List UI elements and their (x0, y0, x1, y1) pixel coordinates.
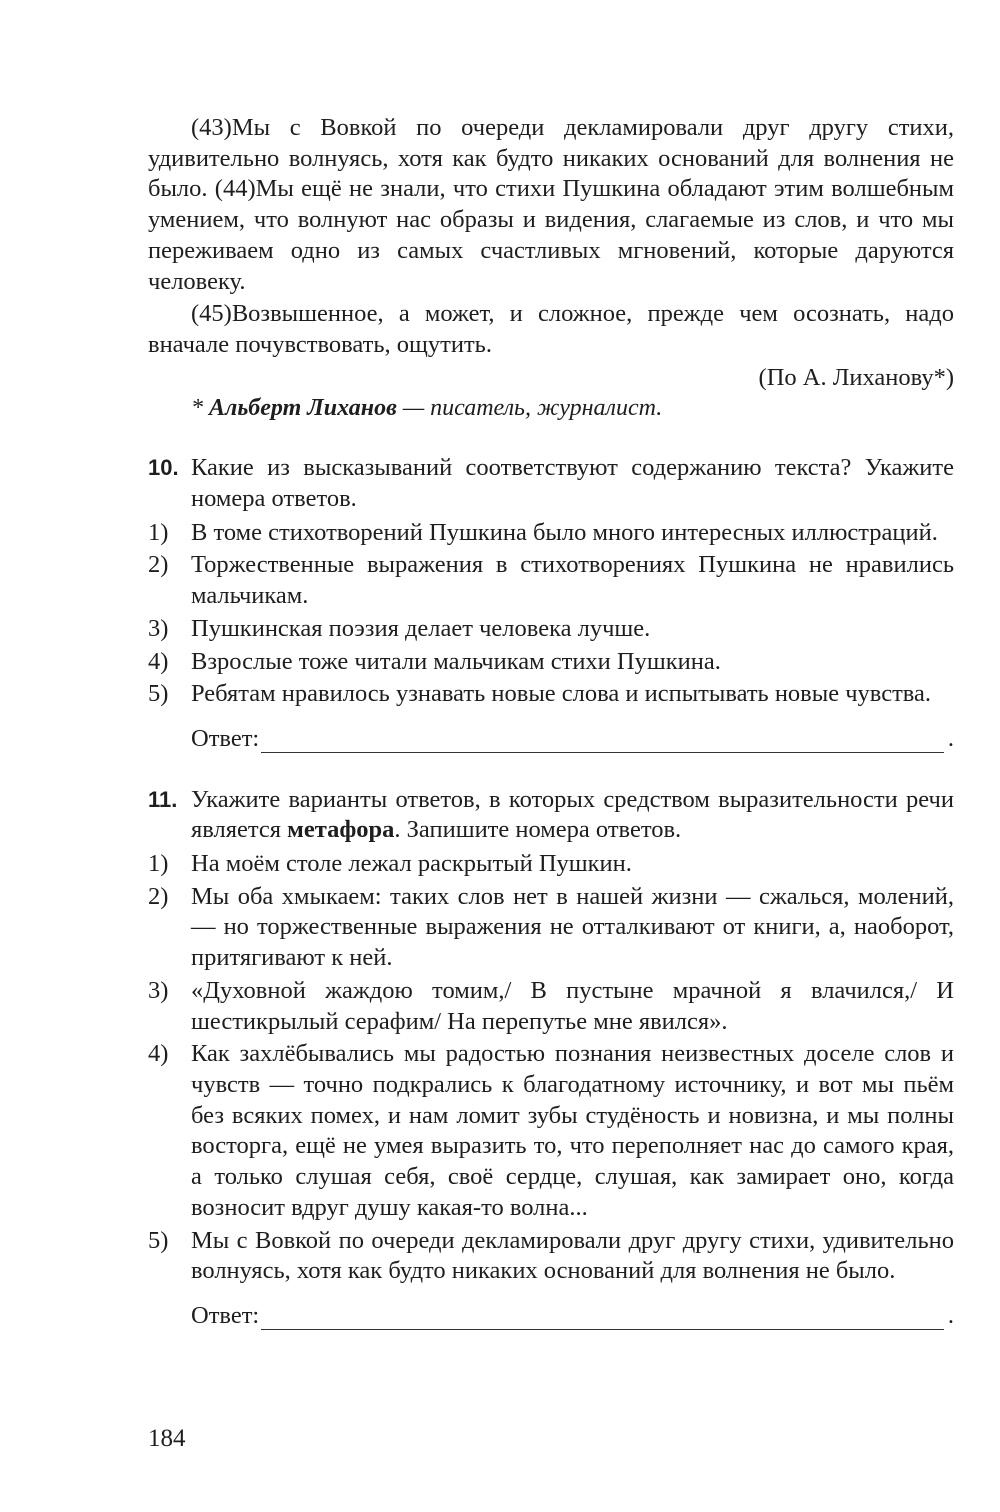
option-text: Как захлёбывались мы радостью познания неизвестных доселе слов и чувств — точно подкрались к благодатному источнику, и вот мы пьём без всяких помех, и нам ломит зубы студёность и новизна, и мы полны восторга, ещё не умея выразить то, что переполняет нас до самого края, а только слушая себя, своё сердце, слушая, как замирает оно, когда возносит вдруг душу какая-то волна... (191, 1040, 954, 1221)
option-item (148, 1226, 954, 1287)
task-11 (148, 785, 954, 1332)
footnote (191, 393, 954, 423)
text-paragraph-43-44: (43)Мы с Вовкой по очереди декламировали друг другу стихи, удивительно волнуясь, хотя как будто никаких оснований для волнения не было. (44)Мы ещё не знали, что стихи Пушкина обладают этим волшебным умением, что волнуют нас образы и видения, слагаемые из слов, и что мы переживаем одно из самых счастливых мгновений, которые даруются человеку. (148, 114, 954, 295)
option-text: Мы с Вовкой по очереди декламировали друг другу стихи, удивительно волнуясь, хотя как будто никаких оснований для волнения не было. (191, 1226, 954, 1285)
option-text: Ребятам нравилось узнавать новые слова и испытывать новые чувства. (191, 680, 932, 708)
answer-label: Ответ: (191, 724, 260, 752)
task-number: 11. (148, 786, 178, 812)
option-item (148, 1039, 954, 1223)
option-number: 2) (148, 882, 169, 910)
footnote-description: — писатель, журналист. (396, 395, 663, 422)
page-number: 184 (148, 1425, 186, 1452)
option-number: 1) (148, 518, 169, 546)
option-list (148, 849, 954, 1287)
option-number: 5) (148, 1226, 169, 1254)
option-item (148, 679, 954, 710)
option-item (148, 614, 954, 645)
footnote-star: * (191, 395, 209, 422)
answer-line[interactable] (261, 1307, 944, 1330)
option-number: 5) (148, 680, 169, 708)
option-item (148, 849, 954, 880)
answer-period: . (947, 1301, 954, 1329)
option-item (148, 518, 954, 549)
option-text: Взрослые тоже читали мальчикам стихи Пушкина. (191, 647, 721, 675)
text-paragraph-45: (45)Возвышенное, а может, и сложное, прежде чем осознать, надо вначале почувствовать, ощутить. (148, 300, 954, 358)
answer-period: . (947, 724, 954, 752)
task-10-header (148, 453, 954, 514)
option-number: 4) (148, 1040, 169, 1068)
footnote-author: Альберт Лиханов (209, 395, 397, 422)
attribution: (По А. Лиханову*) (758, 363, 954, 391)
question-keyword: метафора (287, 816, 395, 844)
option-list (148, 518, 954, 710)
option-text: «Духовной жаждою томим,/ В пустыне мрачной я влачился,/ И шестикрылый серафим/ На перепутье мне явился». (191, 976, 954, 1035)
option-text: В томе стихотворений Пушкина было много интересных иллюстраций. (191, 518, 938, 546)
task-question (191, 785, 954, 846)
option-item (148, 647, 954, 678)
task-11-header (148, 785, 954, 846)
option-number: 2) (148, 551, 169, 579)
question-start: Укажите варианты ответов, в которых средством выразительности речи является (191, 785, 954, 844)
task-10 (148, 453, 954, 754)
task-question: Какие из высказываний соответствуют содержанию текста? Укажите номера ответов. (191, 454, 954, 513)
option-number: 4) (148, 647, 169, 675)
option-text: На моём столе лежал раскрытый Пушкин. (191, 850, 632, 878)
option-number: 3) (148, 976, 169, 1004)
task-number: 10. (148, 455, 179, 481)
page-content (148, 113, 954, 1332)
question-end: . Запишите номера ответов. (394, 816, 682, 844)
option-item (148, 976, 954, 1037)
answer-field[interactable] (191, 724, 954, 755)
option-text: Пушкинская поэзия делает человека лучше. (191, 614, 651, 642)
option-item (148, 550, 954, 611)
answer-label: Ответ: (191, 1301, 260, 1329)
option-item (148, 882, 954, 974)
option-text: Мы оба хмыкаем: таких слов нет в нашей жизни — сжалься, молений, — но торжественные выражения не отталкивают от книги, а, наоборот, притягивают к ней. (191, 882, 954, 972)
option-text: Торжественные выражения в стихотворениях Пушкина не нравились мальчикам. (191, 551, 954, 610)
option-number: 1) (148, 850, 169, 878)
option-number: 3) (148, 614, 169, 642)
answer-line[interactable] (261, 730, 944, 753)
answer-field[interactable] (191, 1301, 954, 1332)
